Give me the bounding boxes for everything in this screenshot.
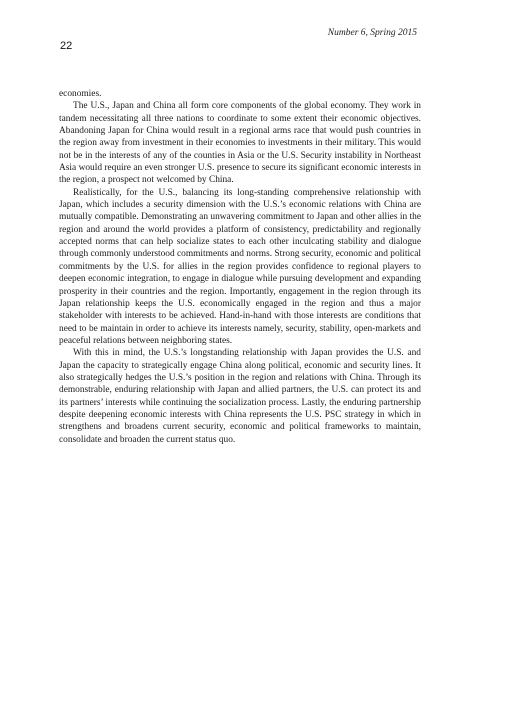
paragraph: The U.S., Japan and China all form core components of the global economy. They work in tandem necessitating all three nations to coordinate to some extent their economic objectives. Abandoning Japan for China would result in a regional arms race that would push countries in the region away from investment in their economies to investments in their military. This would not be in the interests of any of the counties in Asia or the U.S. Security instability in Northeast Asia would require an even stronger U.S. presence to secure its significant economic interests in the region, a prospect not welcomed by China. xyxy=(59,101,421,186)
paragraph: With this in mind, the U.S.’s longstanding relationship with Japan provides the U.S. and Japan the capacity to strategically engage China along political, economic and security lines. It also strategically hedges the U.S.’s position in the region and relations with China. Through its demonstrable, enduring relationship with Japan and allied partners, the U.S. can protect its and its partners’ interests while continuing the socialization process. Lastly, the enduring partnership despite deepening economic interests with China represents the U.S. PSC strategy in which in strengthens and broadens current security, economic and political frameworks to maintain, consolidate and broaden the current status quo. xyxy=(59,348,421,445)
page-number: 22 xyxy=(60,40,73,52)
running-head: Number 6, Spring 2015 xyxy=(327,28,417,38)
body-text xyxy=(59,88,421,446)
paragraph-continuation: economies. xyxy=(59,89,102,99)
paragraph: Realistically, for the U.S., balancing its long-standing comprehensive relationship with Japan, which includes a security dimension with the U.S.’s economic relations with China are mutually compatible. Demonstrating an unwavering commitment to Japan and other allies in the region and around the world provides a platform of consistency, predictability and regionally accepted norms that can help socialize states to each other inculcating stability and dialogue through commonly understood commitments and norms. Strong security, economic and political commitments by the U.S. for allies in the region provides confidence to regional players to deepen economic integration, to engage in dialogue while pursuing development and expanding prosperity in their countries and the region. Importantly, engagement in the region through its Japan relationship keeps the U.S. economically engaged in the region and thus a major stakeholder with interests to be achieved. Hand-in-hand with those interests are conditions that need to be maintain in order to achieve its interests namely, security, stability, open-markets and peaceful relations between neighboring states. xyxy=(59,187,421,346)
